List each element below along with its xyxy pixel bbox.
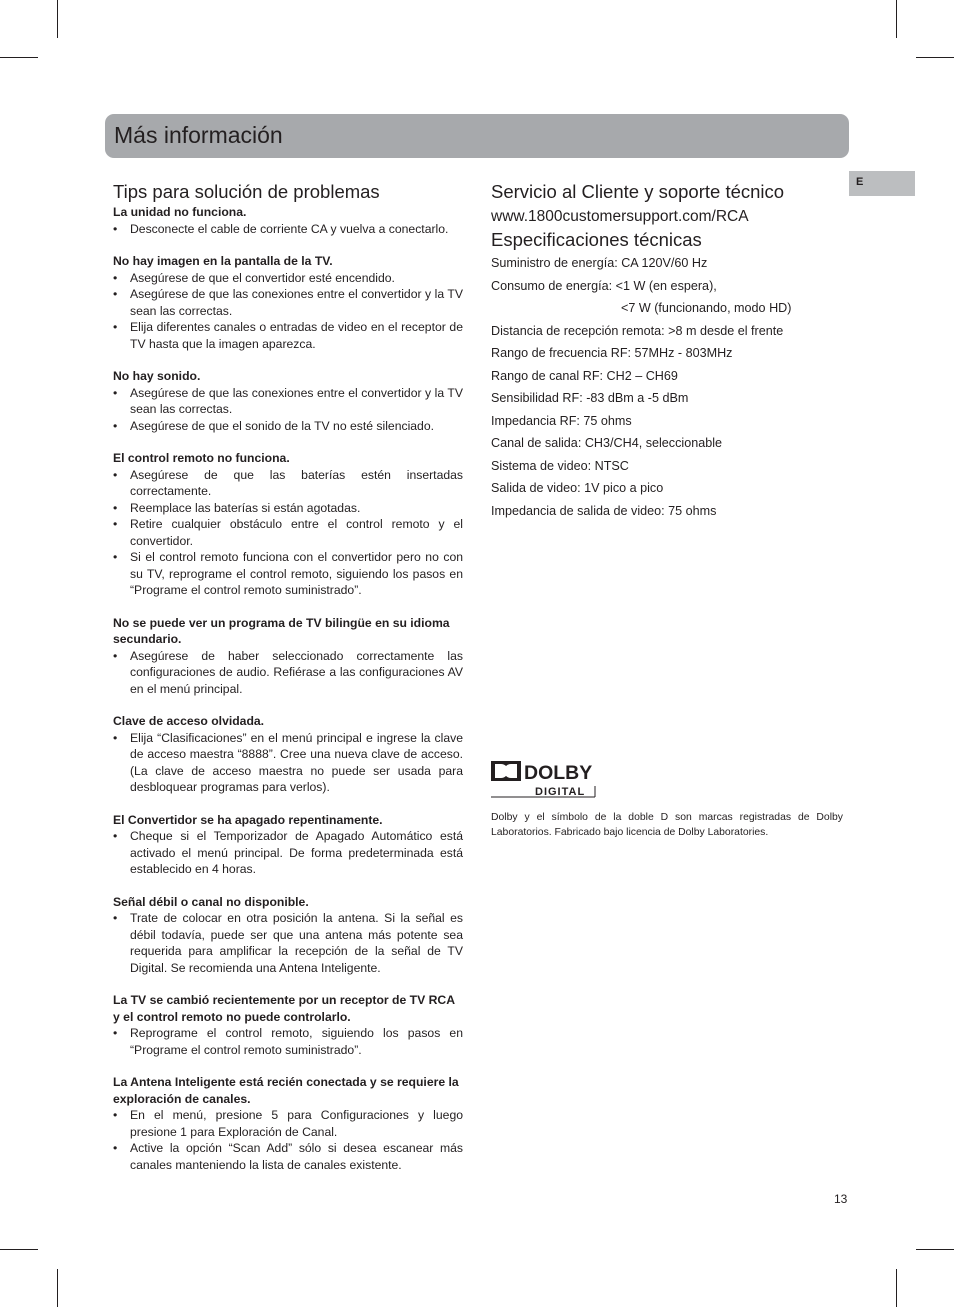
spec-item: <7 W (funcionando, modo HD) [621, 301, 792, 315]
spec-list [491, 252, 841, 522]
spec-item: Rango de canal RF: CH2 – CH69 [491, 368, 678, 383]
support-url: www.1800customersupport.com/RCA [491, 208, 749, 225]
issue-bullet: • Trate de colocar en otra posición la antena. Si la señal es débil todavía, puede ser que una antena más potente sea requerida para amplificar la recepción de la señal de TV Digital. Se recomienda una Antena Inteligente. [113, 910, 463, 976]
issue-bullets [113, 385, 463, 435]
spec-item: Canal de salida: CH3/CH4, seleccionable [491, 436, 723, 450]
crop-mark [916, 57, 954, 58]
issue-list [113, 204, 463, 1173]
issue-bullet: • Reprograme el control remoto, siguiendo los pasos en “Programe el control remoto suministrado”. [113, 1025, 463, 1058]
issue-title: Señal débil o canal no disponible. [113, 894, 309, 909]
crop-mark [896, 0, 897, 38]
issue-block [113, 204, 463, 237]
issue-block [113, 992, 463, 1058]
issue-title: No hay sonido. [113, 369, 201, 383]
issue-title: El control remoto no funciona. [113, 451, 290, 465]
issue-bullet: • Asegúrese de que el convertidor esté encendido. [113, 270, 463, 287]
spec-item: Sistema de video: NTSC [491, 458, 629, 473]
issue-bullet: • Asegúrese de que las conexiones entre el convertidor y la TV sean las correctas. [113, 385, 463, 418]
issue-title: El Convertidor se ha apagado repentinamente. [113, 812, 383, 827]
issue-bullet: • Si el control remoto funciona con el convertidor pero no con su TV, reprograme el control remoto, siguiendo los pasos en “Programe el control remoto suministrado”. [113, 549, 463, 599]
issue-bullets [113, 467, 463, 599]
issue-block [113, 812, 463, 878]
issue-bullets [113, 1025, 463, 1058]
specs-title: Especificaciones técnicas [491, 229, 702, 250]
issue-bullet: • Asegúrese de que el sonido de la TV no esté silenciado. [113, 418, 463, 435]
crop-mark [896, 1269, 897, 1307]
issue-title: No se puede ver un programa de TV bilingüe en su idioma secundario. [113, 615, 450, 646]
issue-block [113, 450, 463, 599]
issue-bullet: • Reemplace las baterías si están agotadas. [113, 500, 463, 517]
issue-bullet: • Asegúrese de haber seleccionado correctamente las configuraciones de audio. Refiérase a las configuraciones AV en el menú principal. [113, 648, 463, 698]
spec-item: Impedancia RF: 75 ohms [491, 413, 632, 428]
spec-item: Distancia de recepción remota: >8 m desde el frente [491, 323, 784, 338]
issue-bullets [113, 910, 463, 976]
spec-item: Salida de video: 1V pico a pico [491, 481, 664, 495]
dolby-word: DOLBY [524, 762, 593, 784]
crop-mark [57, 1269, 58, 1307]
issue-bullet: • Active la opción “Scan Add” sólo si desea escanear más canales manteniendo la lista de canales existente. [113, 1140, 463, 1173]
spec-item: Rango de frecuencia RF: 57MHz - 803MHz [491, 346, 733, 360]
issue-bullets [113, 1107, 463, 1173]
issue-bullets [113, 648, 463, 698]
issue-title: La Antena Inteligente está recién conectada y se requiere la exploración de canales. [113, 1075, 459, 1106]
right-column [491, 180, 841, 522]
header-banner [105, 114, 849, 158]
issue-bullets [113, 828, 463, 878]
language-tab-label: E [856, 176, 864, 188]
issue-bullets [113, 221, 463, 238]
troubleshooting-section [113, 180, 463, 1189]
spec-item: Sensibilidad RF: -83 dBm a -5 dBm [491, 391, 689, 405]
page-number: 13 [834, 1192, 848, 1206]
service-title: Servicio al Cliente y soporte técnico [491, 181, 785, 202]
issue-title: La TV se cambió recientemente por un receptor de TV RCA y el control remoto no puede controlarlo. [113, 993, 455, 1024]
issue-title: Clave de acceso olvidada. [113, 714, 265, 728]
crop-mark [916, 1249, 954, 1250]
crop-mark [0, 1249, 38, 1250]
dolby-digital-word: DIGITAL [535, 786, 586, 798]
issue-block [113, 894, 463, 977]
spec-item: Suministro de energía: CA 120V/60 Hz [491, 256, 708, 270]
language-tab [849, 171, 915, 196]
issue-bullet: • Retire cualquier obstáculo entre el control remoto y el convertidor. [113, 516, 463, 549]
issue-title: No hay imagen en la pantalla de la TV. [113, 254, 333, 268]
dolby-digital-logo [491, 760, 601, 800]
issue-bullet: • En el menú, presione 5 para Configuraciones y luego presione 1 para Exploración de Canal. [113, 1107, 463, 1140]
issue-bullet: • Asegúrese de que las baterías estén insertadas correctamente. [113, 467, 463, 500]
dolby-trademark-note: Dolby y el símbolo de la doble D son marcas registradas de Dolby Laboratorios. Fabricado bajo licencia de Dolby Laboratories. [491, 812, 843, 838]
issue-title: La unidad no funciona. [113, 205, 247, 219]
issue-block [113, 253, 463, 352]
spec-item: Consumo de energía: <1 W (en espera), [491, 278, 717, 293]
issue-bullet: • Asegúrese de que las conexiones entre el convertidor y la TV sean las correctas. [113, 286, 463, 319]
issue-bullet: • Elija diferentes canales o entradas de video en el receptor de TV hasta que la imagen aparezca. [113, 319, 463, 352]
page-title: Más información [114, 122, 283, 148]
crop-mark [57, 0, 58, 38]
issue-block [113, 368, 463, 434]
issue-block [113, 1074, 463, 1173]
issue-bullets [113, 270, 463, 353]
spec-item: Impedancia de salida de video: 75 ohms [491, 503, 717, 518]
issue-bullets [113, 730, 463, 796]
troubleshooting-title: Tips para solución de problemas [113, 181, 380, 202]
issue-block [113, 615, 463, 698]
crop-mark [0, 57, 38, 58]
issue-bullet: • Cheque si el Temporizador de Apagado Automático está activado el menú principal. De forma predeterminada está establecido en 4 horas. [113, 828, 463, 878]
issue-block [113, 713, 463, 796]
issue-bullet: • Elija “Clasificaciones” en el menú principal e ingrese la clave de acceso maestra “8888”. Cree una nueva clave de acceso. (La clave de acceso maestra no puede ser usada para desbloquear programas para verlos). [113, 730, 463, 796]
issue-bullet: • Desconecte el cable de corriente CA y vuelva a conectarlo. [113, 221, 463, 238]
